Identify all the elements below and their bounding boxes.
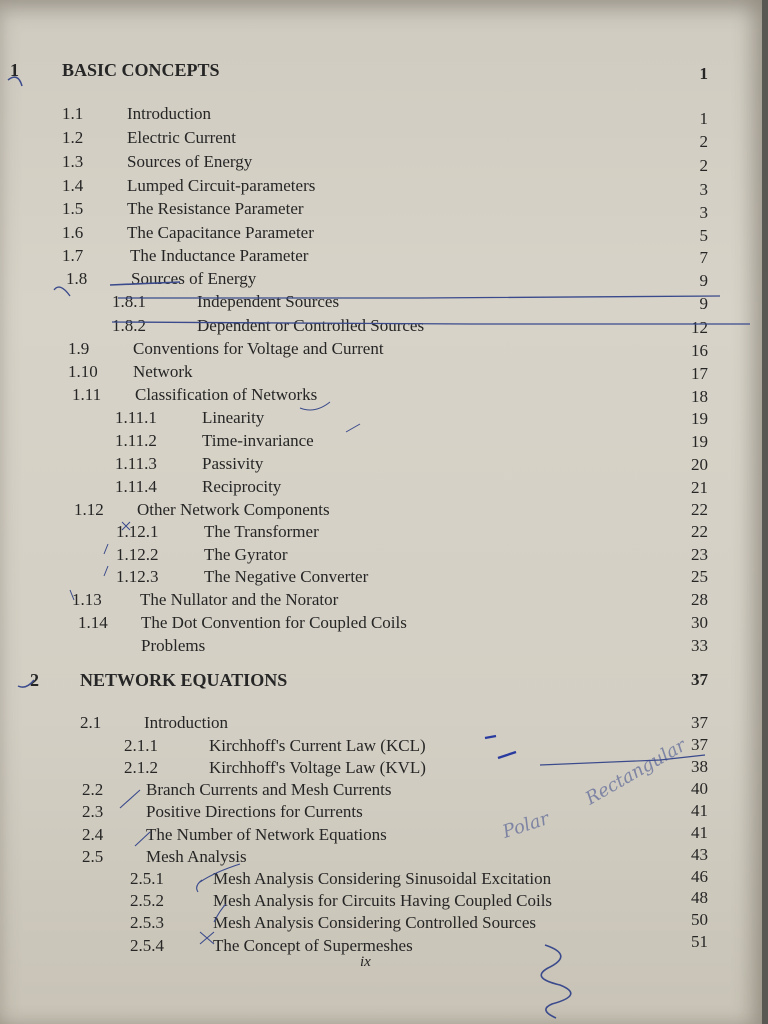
toc-entry-title: Sources of Energy [127, 152, 253, 171]
toc-entry-page: 48 [691, 888, 708, 907]
toc-entry-number: 1.7 [62, 246, 84, 265]
toc-entry-title: The Gyrator [204, 545, 288, 564]
toc-entry-page: 23 [691, 545, 708, 564]
toc-entry-page: 51 [691, 932, 708, 951]
toc-entry-title: Positive Directions for Currents [146, 802, 363, 821]
toc-entry-page: 41 [691, 823, 708, 842]
page-number-roman: ix [360, 954, 371, 970]
toc-entry-title: The Negative Converter [204, 567, 369, 586]
toc-entry-number: 1.1 [62, 104, 84, 123]
toc-entry-number: 1.14 [78, 613, 108, 632]
toc-entry-page: 16 [691, 341, 708, 360]
toc-entry-page: 50 [691, 910, 708, 929]
toc-entry-number: 2.3 [82, 802, 104, 821]
toc-entry-title: The Nullator and the Norator [140, 590, 339, 609]
toc-entry-page: 28 [691, 590, 708, 609]
chapter-1-title: BASIC CONCEPTS [62, 60, 220, 80]
toc-entry-title: Conventions for Voltage and Current [133, 339, 384, 358]
chapter-2-page: 37 [691, 670, 708, 689]
toc-entry-number: 1.4 [62, 176, 84, 195]
toc-entry-title: Reciprocity [202, 477, 282, 496]
toc-entry-title: Kirchhoff's Current Law (KCL) [209, 736, 426, 755]
chapter-1-page: 1 [699, 64, 708, 83]
toc-entry-page: 22 [691, 500, 708, 519]
toc-entry-title: Kirchhoff's Voltage Law (KVL) [209, 758, 426, 777]
toc-entry-number: 1.11.3 [115, 454, 157, 473]
toc-entry-page: 22 [691, 522, 708, 541]
toc-entry-title: Branch Currents and Mesh Currents [146, 780, 392, 799]
toc-entry-title: Other Network Components [137, 500, 330, 519]
toc-entry-page: 46 [691, 867, 708, 886]
toc-entry-number: 1.12.3 [116, 567, 159, 586]
toc-entry-title: Electric Current [127, 128, 237, 147]
toc-entry-title: Introduction [144, 713, 229, 732]
toc-entry-page: 7 [699, 248, 708, 267]
toc-entry-number: 1.8 [66, 269, 88, 288]
toc-entry-page: 5 [699, 226, 708, 245]
chapter-1-number: 1 [10, 60, 19, 80]
toc-entry-number: 1.2 [62, 128, 84, 147]
toc-entry-number: 2.2 [82, 780, 104, 799]
toc-entry-page: 38 [691, 757, 708, 776]
toc-entry-title: Mesh Analysis Considering Controlled Sources [213, 913, 536, 932]
toc-entry-number: 2.5.2 [130, 891, 164, 910]
chapter-2-title: NETWORK EQUATIONS [80, 670, 288, 690]
toc-entry-title: Independent Sources [197, 292, 340, 311]
toc-entry-number: 1.11.2 [115, 431, 157, 450]
toc-entry-title: The Transformer [204, 522, 319, 541]
toc-entry-title: Mesh Analysis Considering Sinusoidal Excitation [213, 869, 552, 888]
toc-entry-page: 41 [691, 801, 708, 820]
toc-entry-number: 1.3 [62, 152, 84, 171]
toc-entry-title: Linearity [202, 408, 265, 427]
toc-entry-page: 17 [691, 364, 708, 383]
toc-entry-page: 25 [691, 567, 708, 586]
toc-entry-number: 2.1.2 [124, 758, 158, 777]
toc-entry-page: 19 [691, 409, 708, 428]
toc-entry-title: Problems [141, 636, 206, 655]
toc-entry-title: The Capacitance Parameter [127, 223, 314, 242]
toc-entry-number: 1.6 [62, 223, 84, 242]
toc-entry-number: 2.1.1 [124, 736, 158, 755]
toc-entry-number: 2.5 [82, 847, 104, 866]
toc-entry-number: 1.12.2 [116, 545, 159, 564]
toc-entry-page: 12 [691, 318, 708, 337]
toc-entry-title: Sources of Energy [131, 269, 257, 288]
toc-entry-page: 3 [699, 203, 708, 222]
toc-entry-title: Mesh Analysis [146, 847, 247, 866]
toc-entry-page: 1 [699, 109, 708, 128]
toc-entry-title: Lumped Circuit-parameters [127, 176, 316, 195]
toc-entry-page: 19 [691, 432, 708, 451]
toc-entry-number: 1.8.2 [112, 316, 146, 335]
toc-entry-title: The Concept of Supermeshes [213, 936, 413, 955]
toc-entry-number: 1.12.1 [116, 522, 159, 541]
toc-entry-number: 1.5 [62, 199, 84, 218]
toc-entry-title: The Dot Convention for Coupled Coils [141, 613, 407, 632]
toc-entry-page: 37 [691, 735, 708, 754]
toc-entry-number: 2.5.1 [130, 869, 164, 888]
handwritten-note-rectangular: Rectangular [582, 735, 690, 810]
toc-entry-page: 37 [691, 713, 708, 732]
toc-entry-title: The Resistance Parameter [127, 199, 304, 218]
toc-entry-title: Classification of Networks [135, 385, 318, 404]
toc-entry-number: 1.10 [68, 362, 98, 381]
toc-entry-number: 1.11.1 [115, 408, 157, 427]
toc-entry-page: 43 [691, 845, 708, 864]
chapter-2-number: 2 [30, 670, 39, 690]
toc-entry-page: 2 [699, 156, 708, 175]
toc-entry-page: 33 [691, 636, 708, 655]
toc-entry-number: 2.4 [82, 825, 104, 844]
toc-entry-page: 18 [691, 387, 708, 406]
toc-entry-number: 1.9 [68, 339, 90, 358]
handwritten-note-polar: Polar [500, 808, 552, 843]
toc-entry-number: 1.12 [74, 500, 104, 519]
toc-entry-page: 9 [699, 271, 708, 290]
toc-entry-number: 1.8.1 [112, 292, 146, 311]
toc-entry-title: The Inductance Parameter [130, 246, 309, 265]
toc-entry-number: 1.11.4 [115, 477, 157, 496]
toc-entry-number: 1.11 [72, 385, 102, 404]
toc-entry-page: 21 [691, 478, 708, 497]
toc-entry-page: 3 [699, 180, 708, 199]
toc-entry-number: 2.1 [80, 713, 102, 732]
toc-entry-title: Passivity [202, 454, 264, 473]
toc-entry-number: 2.5.4 [130, 936, 164, 955]
toc-entry-page: 40 [691, 779, 708, 798]
toc-entry-page: 2 [699, 132, 708, 151]
toc-entry-page: 20 [691, 455, 708, 474]
toc-entry-title: Network [133, 362, 193, 381]
toc-entry-title: Dependent or Controlled Sources [197, 316, 425, 335]
toc-entry-number: 1.13 [72, 590, 102, 609]
toc-entry-title: Introduction [127, 104, 212, 123]
toc-entry-number: 2.5.3 [130, 913, 164, 932]
toc-entry-page: 9 [699, 294, 708, 313]
toc-entry-title: Mesh Analysis for Circuits Having Coupled Coils [213, 891, 553, 910]
toc-entry-title: The Number of Network Equations [146, 825, 387, 844]
toc-entry-page: 30 [691, 613, 708, 632]
toc-entry-title: Time-invariance [202, 431, 314, 450]
